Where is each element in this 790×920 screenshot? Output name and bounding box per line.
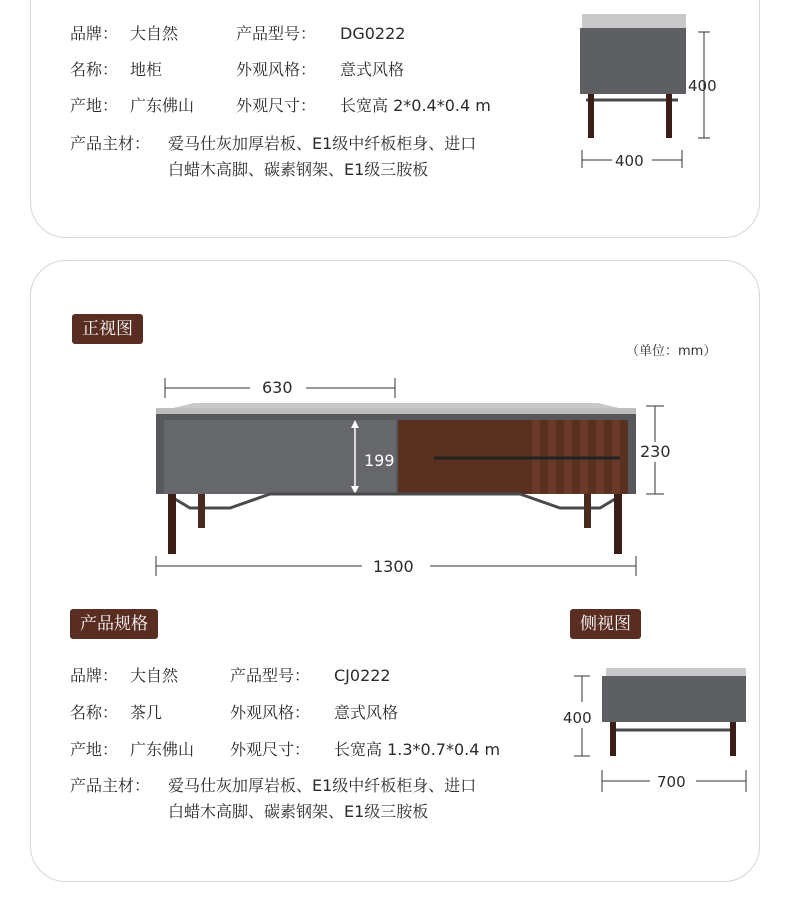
top-name-label: 名称： <box>70 60 119 79</box>
dim-drawer-height: 199 <box>364 451 395 470</box>
top-side-cabinet-body <box>580 28 686 94</box>
bottom-origin-label: 产地： <box>70 740 119 759</box>
bottom-side-leg-left <box>610 722 616 756</box>
top-side-leg-left <box>588 94 594 138</box>
bottom-size-label: 外观尺寸： <box>230 740 311 759</box>
bottom-brand-label: 品牌： <box>70 666 119 685</box>
top-name-value: 地柜 <box>130 60 163 79</box>
front-view-badge: 正视图 <box>72 314 143 344</box>
leg-back-left <box>198 494 205 528</box>
top-style-label: 外观风格： <box>236 60 317 79</box>
bottom-origin-value: 广东佛山 <box>130 740 195 759</box>
dim-drawer-width: 630 <box>262 378 293 397</box>
dim-overall-length: 1300 <box>373 557 414 576</box>
top-origin-label: 产地： <box>70 96 119 115</box>
bottom-model-value: CJ0222 <box>334 666 391 685</box>
top-side-height-label: 400 <box>688 77 717 95</box>
bottom-model-label: 产品型号： <box>230 666 311 685</box>
bottom-side-cabinet-body <box>602 676 746 722</box>
bottom-size-value: 长宽高 1.3*0.7*0.4 m <box>334 740 501 759</box>
bottom-side-depth-label: 700 <box>657 773 686 791</box>
top-style-value: 意式风格 <box>340 60 405 79</box>
bottom-material-line2: 白蜡木高脚、碳素钢架、E1级三胺板 <box>168 802 429 821</box>
top-material-label: 产品主材： <box>70 134 151 153</box>
leg-back-right <box>584 494 591 528</box>
top-model-value: DG0222 <box>340 24 406 43</box>
bottom-side-leg-right <box>730 722 736 756</box>
top-material-line2: 白蜡木高脚、碳素钢架、E1级三胺板 <box>168 160 429 179</box>
bottom-name-value: 茶几 <box>130 703 163 722</box>
leg-front-right <box>614 494 622 554</box>
bottom-side-height-label: 400 <box>563 709 592 727</box>
front-view-drawing <box>150 370 690 590</box>
bottom-brand-value: 大自然 <box>130 666 179 685</box>
top-material-line1: 爱马仕灰加厚岩板、E1级中纤板柜身、进口 <box>168 134 477 153</box>
top-brand-label: 品牌： <box>70 24 119 43</box>
bottom-style-label: 外观风格： <box>230 703 311 722</box>
top-model-label: 产品型号： <box>236 24 317 43</box>
top-size-value: 长宽高 2*0.4*0.4 m <box>340 96 491 115</box>
bottom-name-label: 名称： <box>70 703 119 722</box>
top-side-depth-label: 400 <box>615 152 644 170</box>
spec-badge: 产品规格 <box>70 609 158 639</box>
bottom-material-line1: 爱马仕灰加厚岩板、E1级中纤板柜身、进口 <box>168 776 477 795</box>
dim-overall-height: 230 <box>640 442 671 461</box>
unit-note: （单位：mm） <box>626 344 717 359</box>
top-side-stone-top <box>582 14 686 28</box>
top-origin-value: 广东佛山 <box>130 96 195 115</box>
leg-front-left <box>168 494 176 554</box>
steel-frame <box>170 494 620 508</box>
top-side-leg-right <box>666 94 672 138</box>
top-size-label: 外观尺寸： <box>236 96 317 115</box>
bottom-material-label: 产品主材： <box>70 776 151 795</box>
top-brand-value: 大自然 <box>130 24 179 43</box>
side-view-badge: 侧视图 <box>570 609 641 639</box>
left-drawer-panel <box>164 420 396 494</box>
bottom-style-value: 意式风格 <box>334 703 399 722</box>
